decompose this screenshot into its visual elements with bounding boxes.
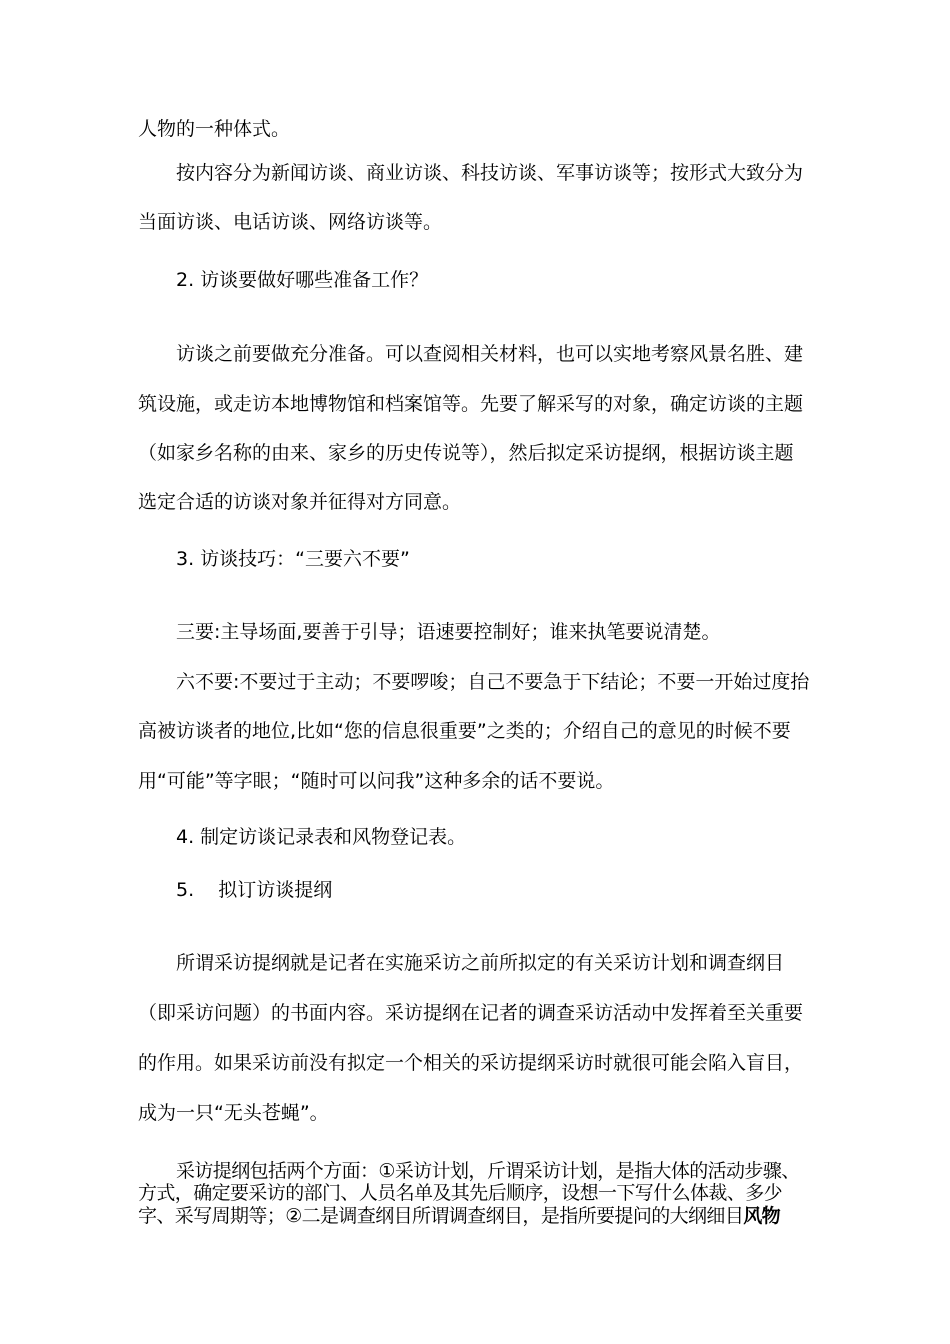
text-line: 高被访谈者的地位,比如“您的信息很重要”之类的；介绍自己的意见的时候不要 xyxy=(138,720,791,742)
text-line: 当面访谈、电话访谈、网络访谈等。 xyxy=(138,211,443,233)
text-line: 选定合适的访谈对象并征得对方同意。 xyxy=(138,491,462,513)
text-line: 人物的一种体式。 xyxy=(138,118,291,140)
text-line: 成为一只“无头苍蝇”。 xyxy=(138,1102,329,1124)
text-line: 三要:主导场面,要善于引导；语速要控制好；谁来执笔要说清楚。 xyxy=(176,621,721,643)
section-heading: 3. 访谈技巧：“三要六不要” xyxy=(176,548,410,570)
text-line: 所谓采访提纲就是记者在实施采访之前所拟定的有关采访计划和调查纲目 xyxy=(176,952,785,974)
text-line: 六不要:不要过于主动；不要啰唆；自己不要急于下结论；不要一开始过度抬 xyxy=(176,671,810,693)
text-line: （即采访问题）的书面内容。采访提纲在记者的调查采访活动中发挥着至关重要 xyxy=(138,1002,804,1024)
bold-term: 风物 xyxy=(743,1205,781,1227)
text-line-body: 字、采写周期等；②二是调查纲目所谓调查纲目，是指所要提问的大纲细目 xyxy=(138,1205,744,1227)
section-heading: 2. 访谈要做好哪些准备工作？ xyxy=(176,269,429,291)
text-line xyxy=(138,1204,780,1228)
text-line: 的作用。如果采访前没有拟定一个相关的采访提纲采访时就很可能会陷入盲目， xyxy=(138,1052,804,1074)
section-heading: 4. 制定访谈记录表和风物登记表。 xyxy=(176,826,467,848)
text-line: 访谈之前要做充分准备。可以查阅相关材料，也可以实地考察风景名胜、建 xyxy=(176,343,804,365)
section-heading: 5. 拟订访谈提纲 xyxy=(176,879,333,901)
text-line: 采访提纲包括两个方面：①采访计划，斤谓采访计划，是指大体的活动步骤、 xyxy=(176,1160,800,1182)
text-line: 方式，确定要采访的部门、人员名单及其先后顺序，设想一下写什么体裁、多少 xyxy=(138,1182,783,1204)
text-line: 筑设施，或走访本地博物馆和档案馆等。先要了解采写的对象，确定访谈的主题 xyxy=(138,393,804,415)
text-line: 按内容分为新闻访谈、商业访谈、科技访谈、军事访谈等；按形式大致分为 xyxy=(176,162,804,184)
text-line: （如家乡名称的由来、家乡的历史传说等），然后拟定采访提纲，根据访谈主题 xyxy=(138,442,794,464)
text-line: 用“可能”等字眼；“随时可以问我”这种多余的话不要说。 xyxy=(138,770,615,792)
